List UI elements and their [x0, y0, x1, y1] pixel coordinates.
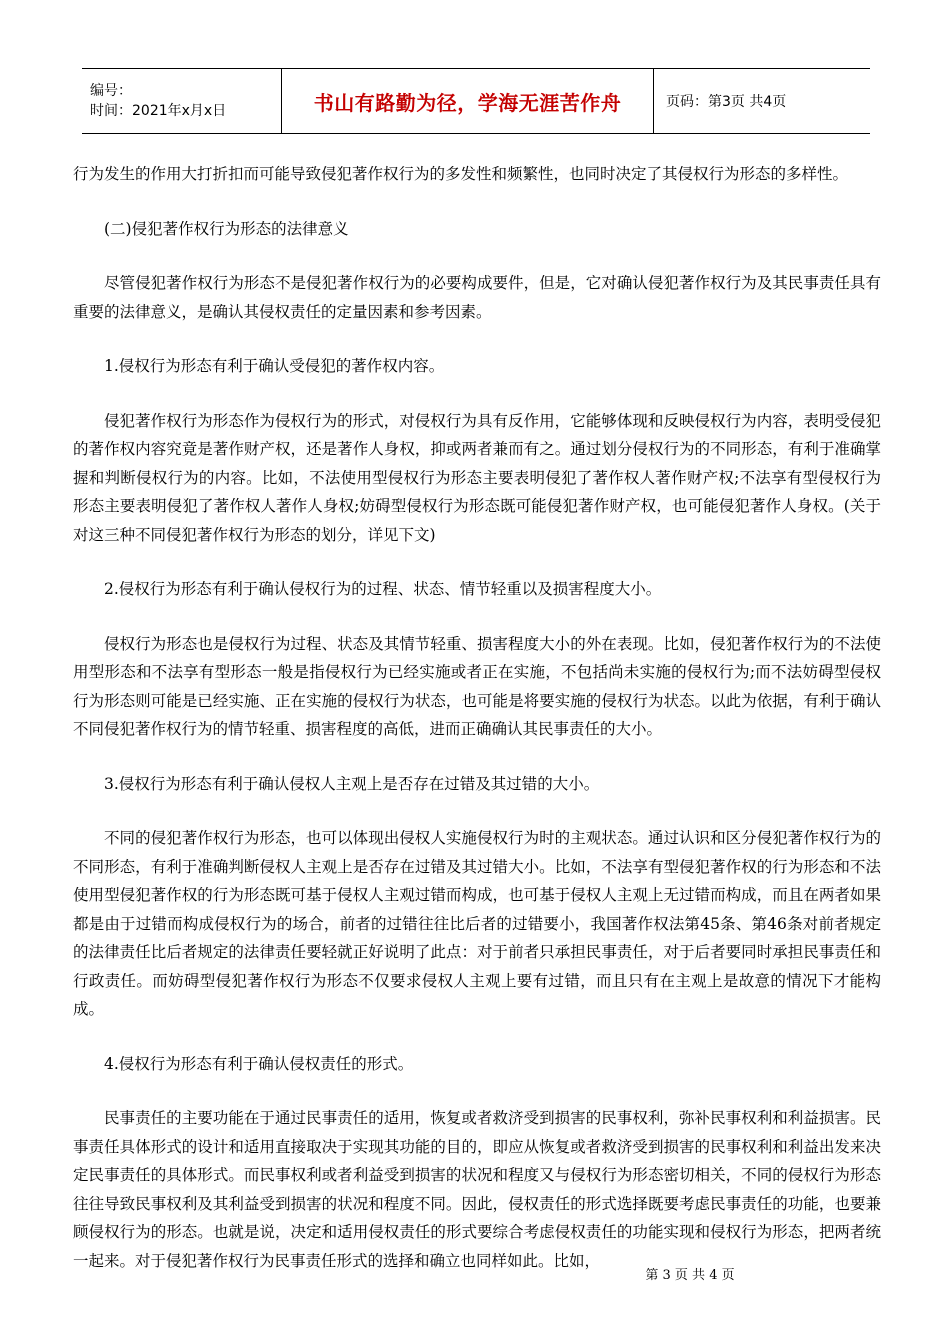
paragraph: 侵权行为形态也是侵权行为过程、状态及其情节轻重、损害程度大小的外在表现。比如，侵犯著作权行为的不法使用型形态和不法享有型形态一般是指侵权行为已经实施或者正在实施，不包括尚未实施的侵权行为;而不法妨碍型侵权行为形态则可能是已经实施、正在实施的侵权行为状态，也可能是将要实施的侵权行为状态。以此为依据，有利于确认不同侵犯著作权行为的情节轻重、损害程度的高低，进而正确确认其民事责任的大小。 [73, 634, 881, 738]
paragraph: 民事责任的主要功能在于通过民事责任的适用，恢复或者救济受到损害的民事权利，弥补民事权利和利益损害。民事责任具体形式的设计和适用直接取决于实现其功能的目的，即应从恢复或者救济受到损害的民事权利和利益出发来决定民事责任的具体形式。而民事权利或者利益受到损害的状况和程度又与侵权行为形态密切相关，不同的侵权行为形态往往导致民事权利及其利益受到损害的状况和程度不同。因此，侵权责任的形式选择既要考虑民事责任的功能，也要兼顾侵权行为的形态。也就是说，决定和适用侵权责任的形式要综合考虑侵权责任的功能实现和侵权行为形态，把两者统一起来。对于侵犯著作权行为民事责任形式的选择和确立也同样如此。比如， [73, 1109, 881, 1270]
point-heading-4: 4.侵权行为形态有利于确认侵权责任的形式。 [104, 1054, 414, 1073]
point-heading-3: 3.侵权行为形态有利于确认侵权人主观上是否存在过错及其过错的大小。 [104, 774, 600, 793]
paragraph-continuation: 行为发生的作用大打折扣而可能导致侵犯著作权行为的多发性和频繁性，也同时决定了其侵权行为形态的多样性。 [73, 165, 849, 183]
point-heading-1: 1.侵权行为形态有利于确认受侵犯的著作权内容。 [104, 357, 445, 375]
document-body [73, 160, 881, 1275]
section-heading: (二)侵犯著作权行为形态的法律意义 [104, 219, 349, 238]
time-label: 时间：2021年x月x日 [90, 103, 227, 119]
paragraph: 尽管侵犯著作权行为形态不是侵犯著作权行为的必要构成要件，但是，它对确认侵犯著作权行为及其民事责任具有重要的法律意义，是确认其侵权责任的定量因素和参考因素。 [73, 274, 881, 321]
header-page-info: 页码：第3页 共4页 [666, 94, 787, 110]
paragraph: 不同的侵犯著作权行为形态，也可以体现出侵权人实施侵权行为时的主观状态。通过认识和区分侵犯著作权行为的不同形态，有利于准确判断侵权人主观上是否存在过错及其过错大小。比如，不法享有型侵犯著作权的行为形态和不法使用型侵犯著作权的行为形态既可基于侵权人主观过错而构成，也可基于侵权人主观上无过错而构成，而且在两者如果都是由于过错而构成侵权行为的场合，前者的过错往往比后者的过错要小，我国著作权法第45条、第46条对前者规定的法律责任比后者规定的法律责任要轻就正好说明了此点：对于前者只承担民事责任，对于后者要同时承担民事责任和行政责任。而妨碍型侵犯著作权行为形态不仅要求侵权人主观上要有过错，而且只有在主观上是故意的情况下才能构成。 [73, 829, 881, 1018]
header-meta [82, 69, 282, 133]
paragraph: 侵犯著作权行为形态作为侵权行为的形式，对侵权行为具有反作用，它能够体现和反映侵权行为内容，表明受侵犯的著作权内容究竟是著作财产权，还是著作人身权，抑或两者兼而有之。通过划分侵权行为的不同形态，有利于准确掌握和判断侵权行为的内容。比如，不法使用型侵权行为形态主要表明侵犯了著作权人著作财产权;不法享有型侵权行为形态主要表明侵犯了著作权人著作人身权;妨碍型侵权行为形态既可能侵犯著作财产权，也可能侵犯著作人身权。(关于对这三种不同侵犯著作权行为形态的划分，详见下文) [73, 411, 881, 544]
page-footer: 第 3 页 共 4 页 [645, 1268, 735, 1283]
number-label: 编号： [90, 83, 132, 99]
point-heading-2: 2.侵权行为形态有利于确认侵权行为的过程、状态、情节轻重以及损害程度大小。 [104, 580, 662, 598]
page-header [82, 68, 870, 134]
header-motto: 书山有路勤为径，学海无涯苦作舟 [282, 69, 654, 133]
